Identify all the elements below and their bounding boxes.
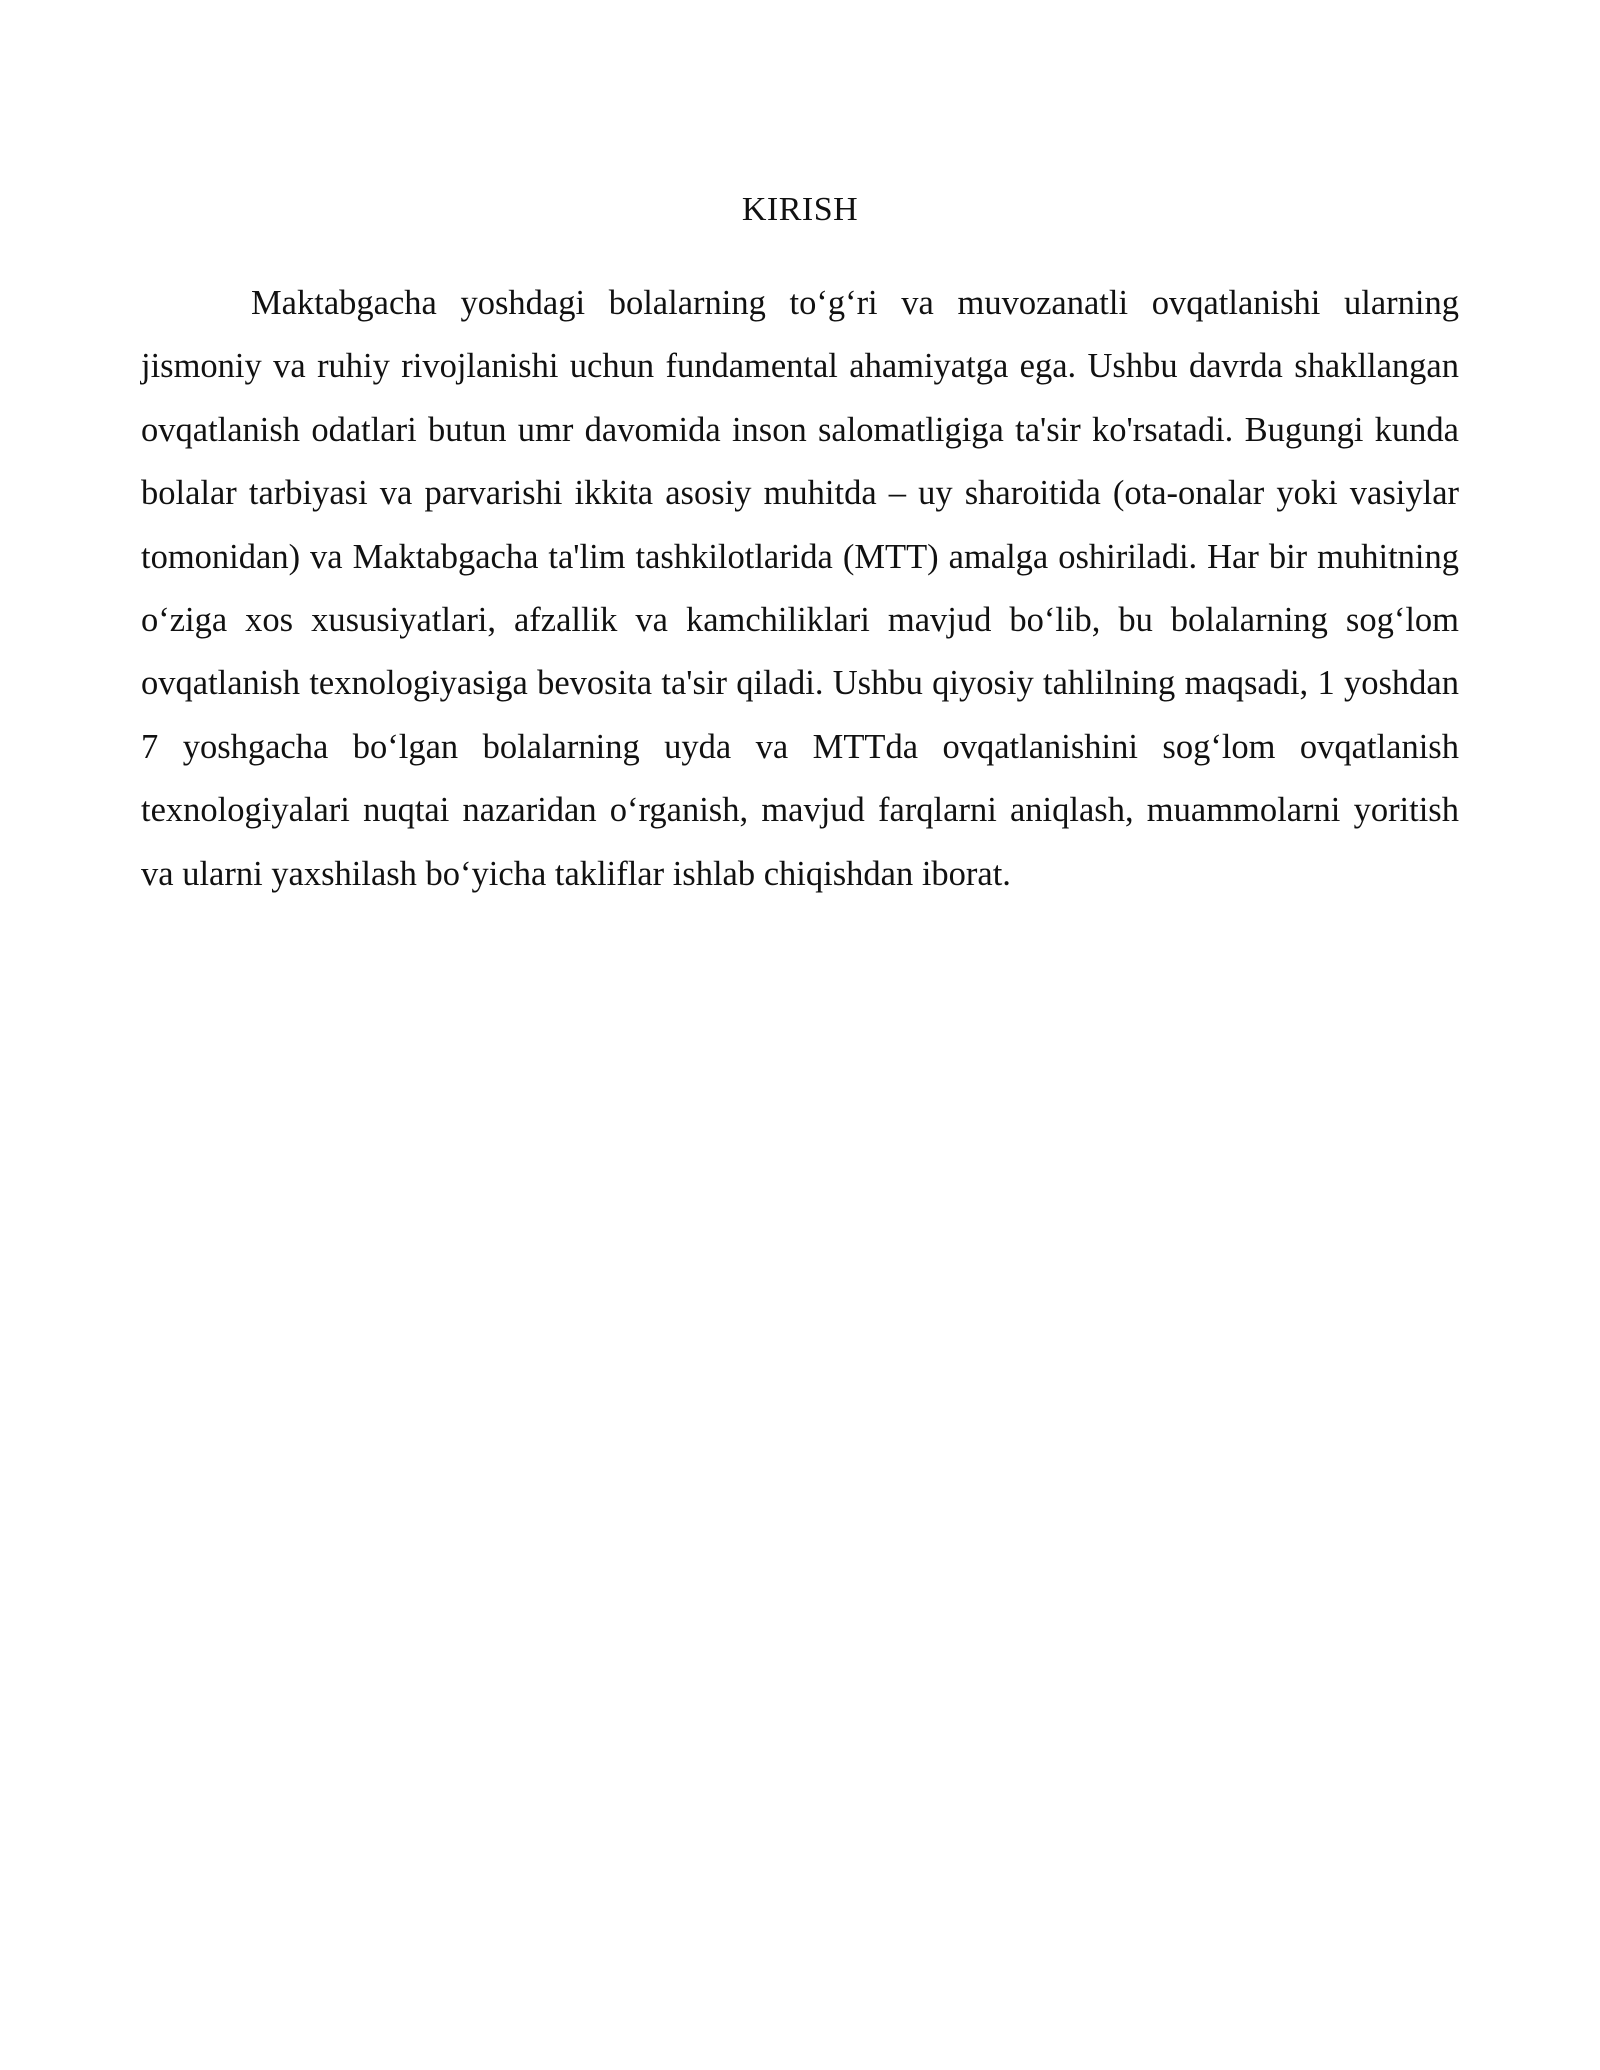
section-heading: KIRISH (741, 191, 859, 228)
body-paragraph: Maktabgacha yoshdagi bolalarning to‘g‘ri va muvozanatli ovqatlanishi ularning jismoniy va ruhiy rivojlanishi uchun fundamental ahamiyatga ega. Ushbu davrda shakllangan ovqatlanish odatlari butun umr davomida inson salomatligiga ta'sir ko'rsatadi. Bugungi kunda bolalar tarbiyasi va parvarishi ikkita asosiy muhitda – uy sharoitida (ota-onalar yoki vasiylar tomonidan) va Maktabgacha ta'lim tashkilotlarida (MTT) amalga oshiriladi. Har bir muhitning o‘ziga xos xususiyatlari, afzallik va kamchiliklari mavjud bo‘lib, bu bolalarning sog‘lom ovqatlanish texnologiyasiga bevosita ta'sir qiladi. Ushbu qiyosiy tahlilning maqsadi, 1 yoshdan 7 yoshgacha bo‘lgan bolalarning uyda va MTTda ovqatlanishini sog‘lom ovqatlanish texnologiyalari nuqtai nazaridan o‘rganish, mavjud farqlarni aniqlash, muammolarni yoritish va ularni yaxshilash bo‘yicha takliflar ishlab chiqishdan iborat. (141, 284, 1459, 893)
